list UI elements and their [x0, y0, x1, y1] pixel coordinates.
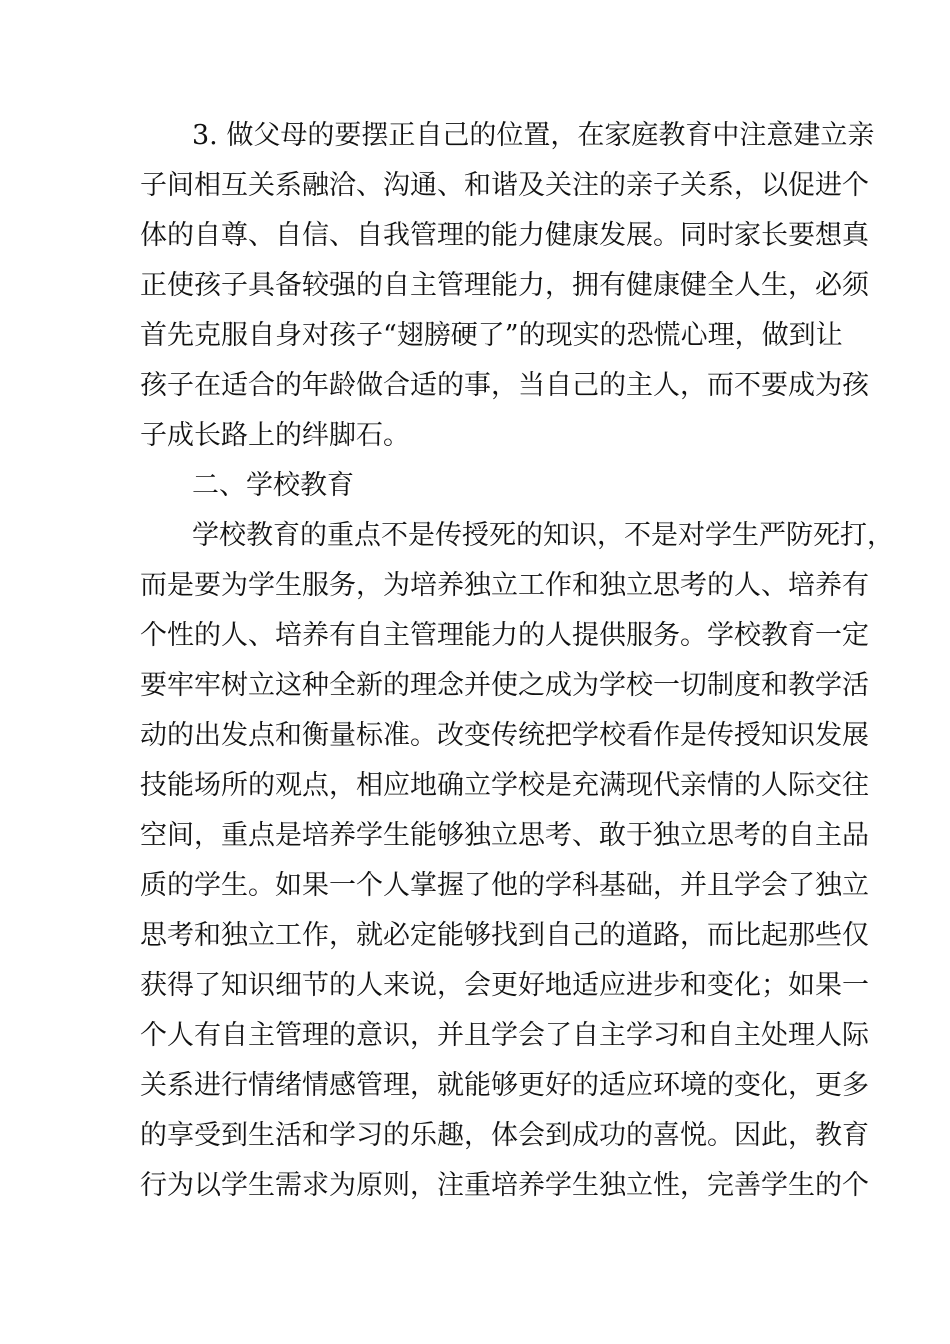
paragraph-line: 质的学生。如果一个人掌握了他的学科基础，并且学会了独立 [140, 870, 869, 901]
section-heading: 二、学校教育 [192, 470, 354, 501]
paragraph-line: 动的出发点和衡量标准。改变传统把学校看作是传授知识发展 [140, 720, 869, 751]
paragraph-line: 个人有自主管理的意识，并且学会了自主学习和自主处理人际 [140, 1020, 869, 1051]
paragraph-line: 行为以学生需求为原则，注重培养学生独立性，完善学生的个 [140, 1170, 869, 1201]
paragraph-line: 技能场所的观点，相应地确立学校是充满现代亲情的人际交往 [140, 770, 869, 801]
paragraph-line: 个性的人、培养有自主管理能力的人提供服务。学校教育一定 [140, 620, 869, 651]
paragraph-line: 孩子在适合的年龄做合适的事，当自己的主人，而不要成为孩 [140, 370, 869, 401]
paragraph-line: 要牢牢树立这种全新的理念并使之成为学校一切制度和教学活 [140, 670, 869, 701]
paragraph-line: 获得了知识细节的人来说，会更好地适应进步和变化；如果一 [140, 970, 869, 1001]
paragraph-line: 首先克服自身对孩子“翅膀硬了”的现实的恐慌心理，做到让 [140, 320, 843, 351]
paragraph-line: 体的自尊、自信、自我管理的能力健康发展。同时家长要想真 [140, 220, 869, 251]
paragraph-line: 3. 做父母的要摆正自己的位置，在家庭教育中注意建立亲 [192, 120, 875, 151]
paragraph-line: 子间相互关系融洽、沟通、和谐及关注的亲子关系，以促进个 [140, 170, 869, 201]
paragraph-line: 的享受到生活和学习的乐趣，体会到成功的喜悦。因此，教育 [140, 1120, 869, 1151]
paragraph-line: 学校教育的重点不是传授死的知识，不是对学生严防死打， [192, 520, 894, 551]
paragraph-line: 正使孩子具备较强的自主管理能力，拥有健康健全人生，必须 [140, 270, 869, 301]
paragraph-line: 关系进行情绪情感管理，就能够更好的适应环境的变化，更多 [140, 1070, 869, 1101]
paragraph-line: 思考和独立工作，就必定能够找到自己的道路，而比起那些仅 [140, 920, 869, 951]
paragraph-line: 子成长路上的绊脚石。 [140, 420, 410, 451]
paragraph-line: 空间，重点是培养学生能够独立思考、敢于独立思考的自主品 [140, 820, 869, 851]
paragraph-line: 而是要为学生服务，为培养独立工作和独立思考的人、培养有 [140, 570, 869, 601]
